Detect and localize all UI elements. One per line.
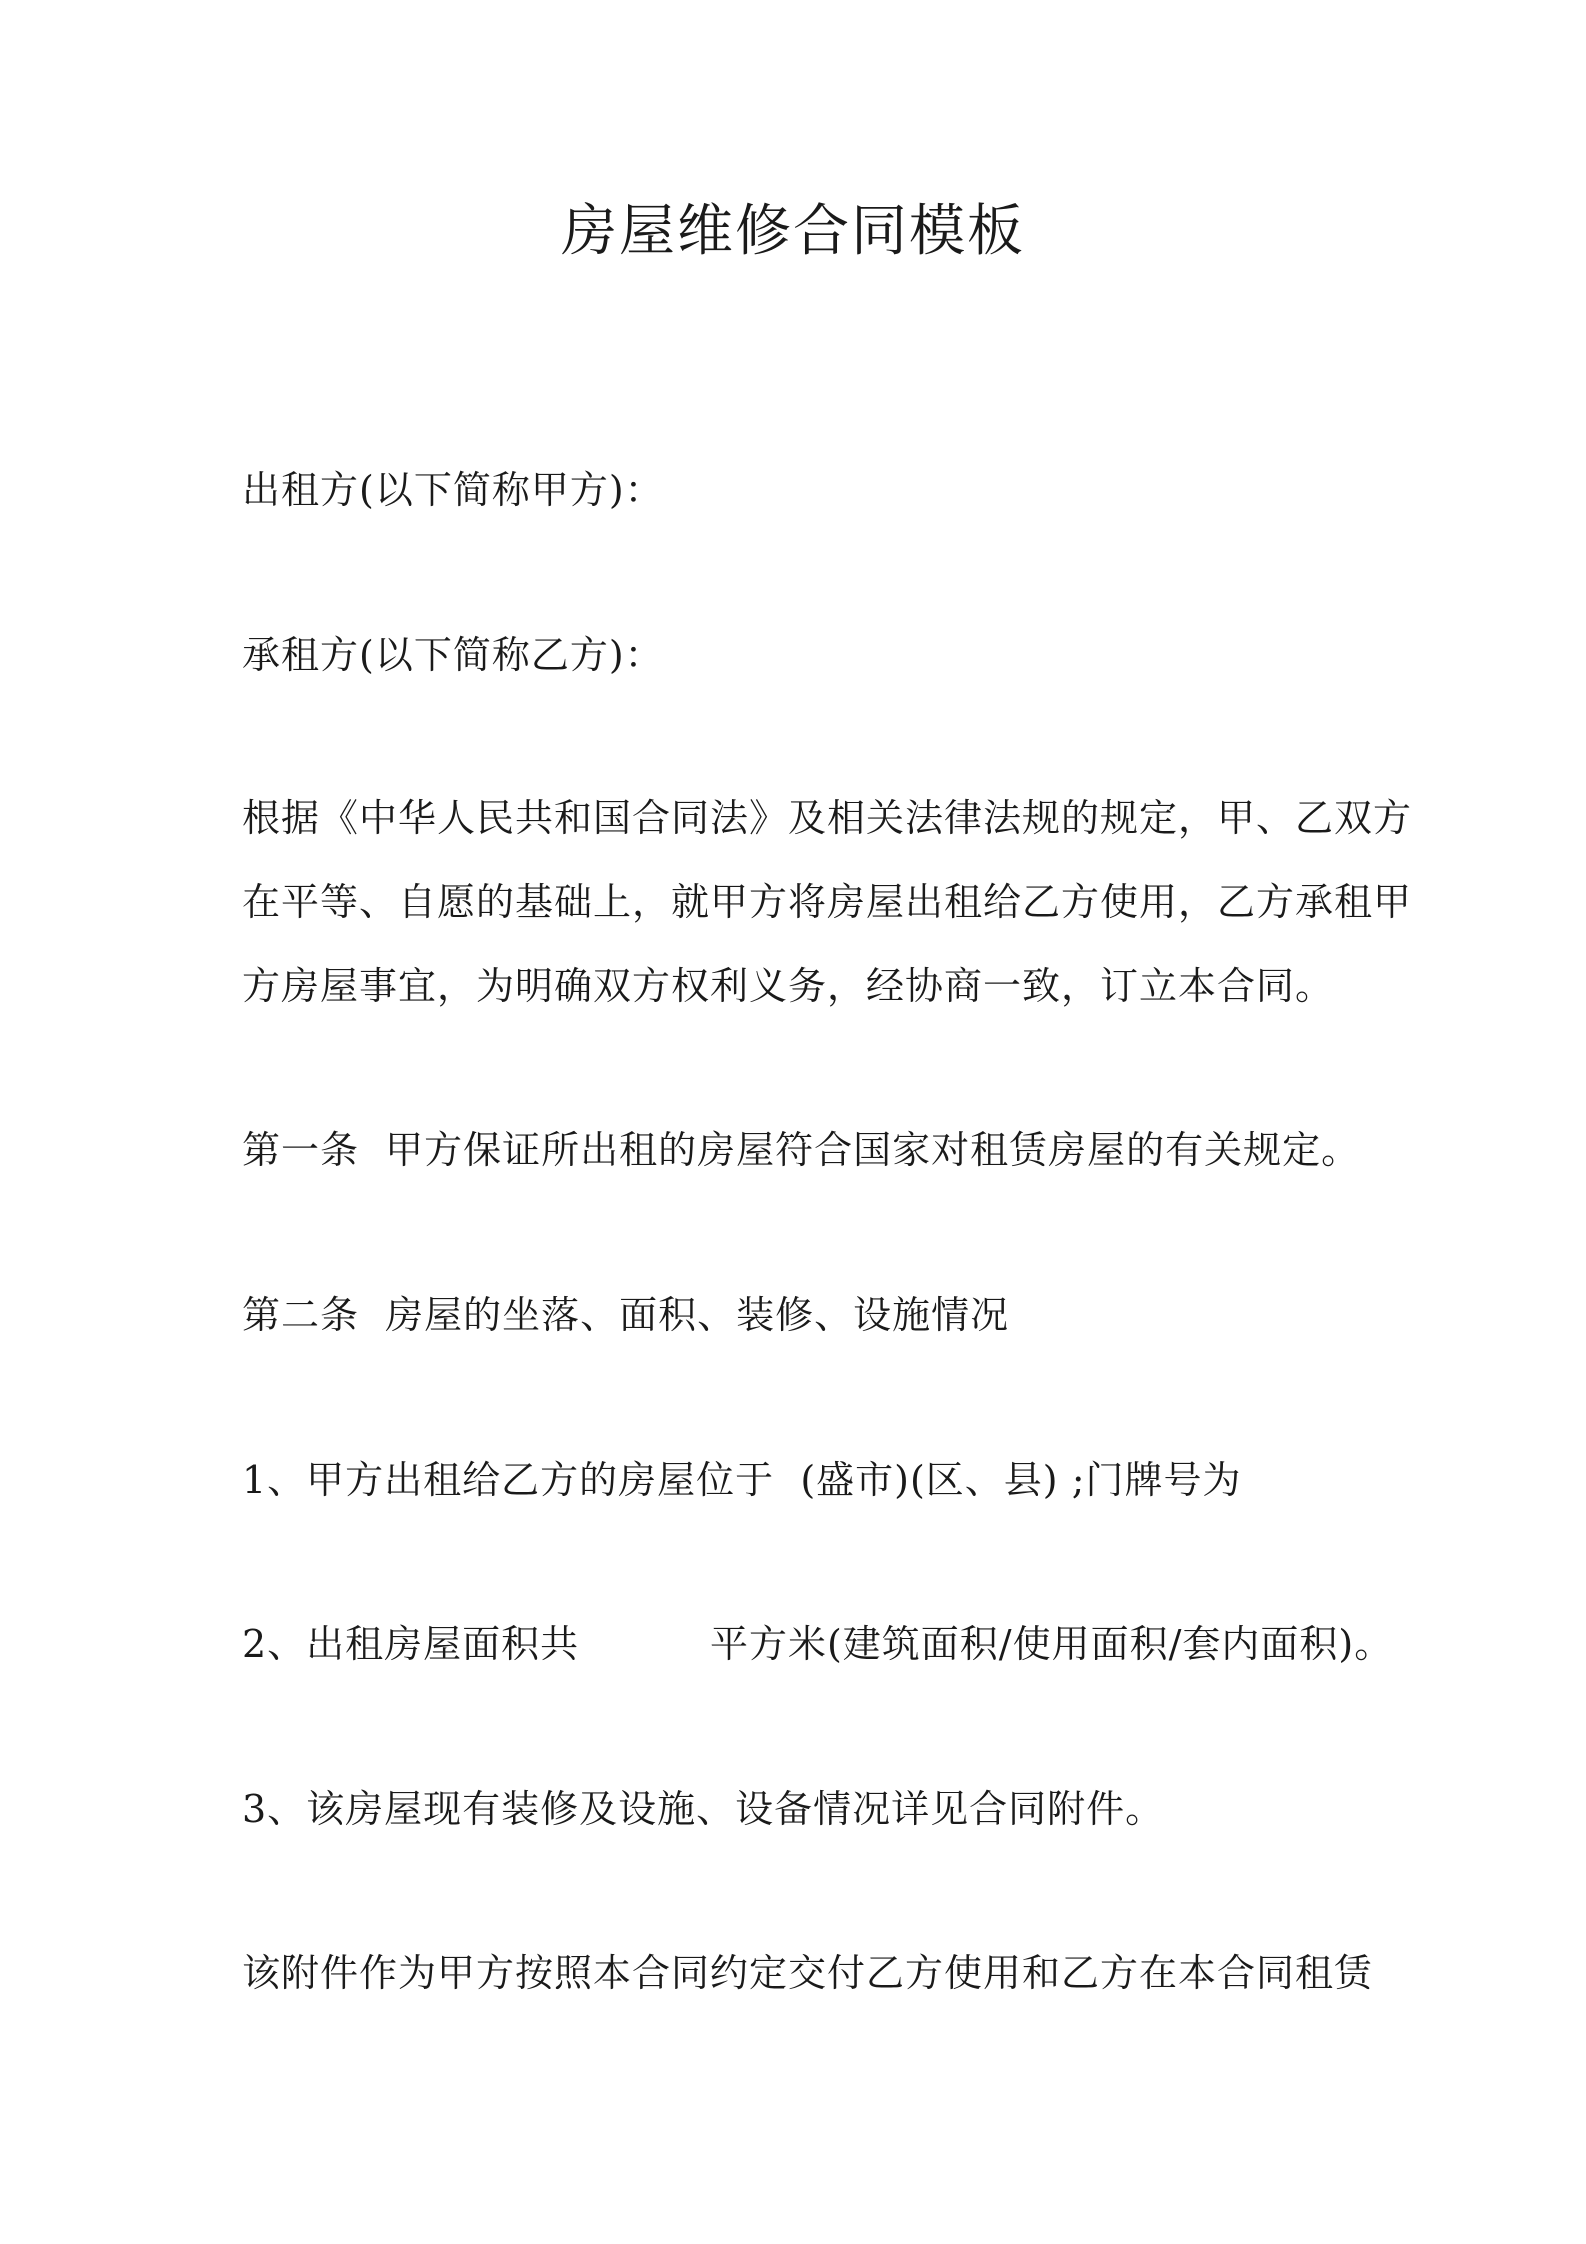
preamble-line-1: 根据《中华人民共和国合同法》及相关法律法规的规定，甲、乙双方 (242, 796, 1413, 840)
preamble-line-2: 在平等、自愿的基础上，就甲方将房屋出租给乙方使用，乙方承租甲 (242, 880, 1413, 924)
article-1-line: 第一条 甲方保证所出租的房屋符合国家对租赁房屋的有关规定。 (242, 1128, 1361, 1172)
appendix-line: 该附件作为甲方按照本合同约定交付乙方使用和乙方在本合同租赁 (242, 1951, 1374, 1995)
article-2-heading: 第二条 房屋的坐落、面积、装修、设施情况 (242, 1293, 1010, 1337)
party-b-line: 承租方(以下简称乙方)： (242, 633, 664, 677)
party-a-line: 出租方(以下简称甲方)： (242, 468, 664, 512)
preamble-line-3: 方房屋事宜，为明确双方权利义务，经协商一致，订立本合同。 (242, 964, 1335, 1008)
clause-1-line: 1、甲方出租给乙方的房屋位于 (盛市)(区、县) ;门牌号为 (242, 1458, 1242, 1502)
clause-2-line: 2、出租房屋面积共 平方米(建筑面积/使用面积/套内面积)。 (242, 1622, 1394, 1666)
document-title: 房屋维修合同模板 (561, 199, 1025, 264)
clause-3-line: 3、该房屋现有装修及设施、设备情况详见合同附件。 (242, 1787, 1165, 1831)
